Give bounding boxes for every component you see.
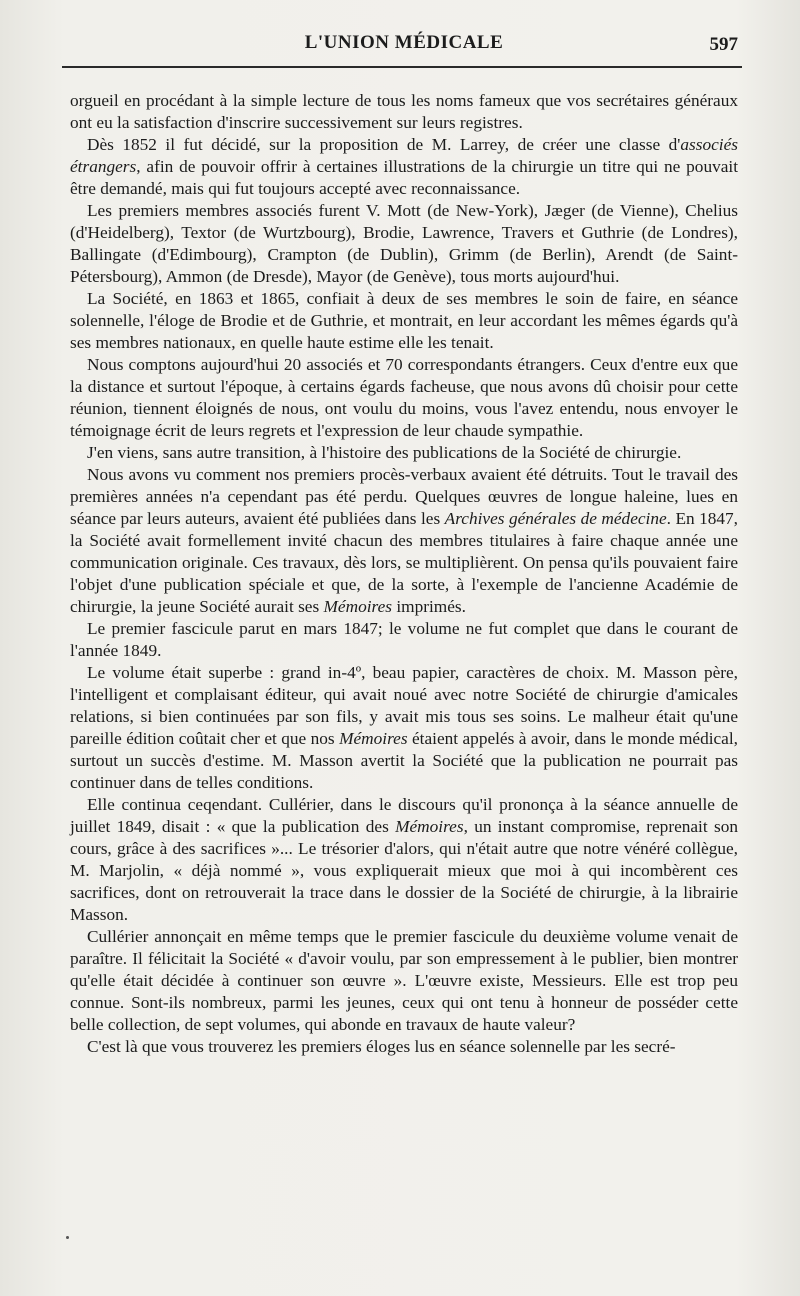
running-title: L'UNION MÉDICALE	[304, 32, 504, 53]
paragraph-text: Les premiers membres associés furent V. Mott (de New-York), Jæger (de Vienne), Chelius (d'Heidelberg), Textor (de Wurtzbourg), Brodie, Lawrence, Travers et Guthrie (de Londres), Ballingate (d'Edimbourg), Crampton (de Dublin), Grimm (de Berlin), Arendt (de Saint-Pétersbourg), Ammon (de Dresde), Mayor (de Genève), tous morts aujourd'hui.	[70, 201, 738, 286]
paragraph-text: , un instant compromise, reprenait son cours, grâce à des sacrifices »... Le trésorier d'alors, qui n'était autre que notre vénéré collègue, M. Marjolin, « déjà nommé », vous expliquerait mieux que moi à qui incombèrent ces sacrifices, dont on retrouverait la trace dans le dossier de la Société de chirurgie, à la librairie Masson.	[70, 817, 738, 924]
paragraph	[70, 354, 738, 442]
paragraph	[70, 662, 738, 794]
paragraph-text: , afin de pouvoir offrir à certaines illustrations de la chirurgie un titre qui ne pouvait être demandé, mais qui fut toujours accepté avec reconnaissance.	[70, 157, 738, 198]
paragraph-text: Le volume était superbe : grand in-4º, beau papier, caractères de choix. M. Masson père, l'intelligent et complaisant éditeur, qui avait noué avec notre Société de chirurgie d'amicales relations, si bien continuées par son fils, y avait mis tous ses soins. Le malheur était qu'une pareille édition coûtait cher et que nos	[70, 663, 738, 748]
paragraph	[70, 794, 738, 926]
paragraph-text: étaient appelés à avoir, dans le monde médical, surtout un succès d'estime. M. Masson avertit la Société que la publication ne pourrait pas continuer dans de telles conditions.	[70, 729, 738, 792]
paragraph-text: orgueil en procédant à la simple lecture de tous les noms fameux que vos secrétaires généraux ont eu la satisfaction d'inscrire successivement sur leurs registres.	[70, 91, 738, 132]
paragraph	[70, 442, 738, 464]
paragraph-text: Nous avons vu comment nos premiers procès-verbaux avaient été détruits. Tout le travail des premières années n'a cependant pas été perdu. Quelques œuvres de longue haleine, lues en séance par leurs auteurs, avaient été publiées dans les	[70, 465, 738, 528]
paragraph-text: Cullérier annonçait en même temps que le premier fascicule du deuxième volume venait de paraître. Il félicitait la Société « d'avoir voulu, par son empressement à le publier, bien montrer qu'elle était décidée à continuer son œuvre ». L'œuvre existe, Messieurs. Elle est trop peu connue. Sont-ils nombreux, parmi les jeunes, ceux qui ont tenu à honneur de posséder cette belle collection, de sept volumes, qui abonde en travaux de haute valeur?	[70, 927, 738, 1034]
paragraph	[70, 288, 738, 354]
paragraph-text: Elle continua ceqendant. Cullérier, dans le discours qu'il prononça à la séance annuelle de juillet 1849, disait : « que la publication des	[70, 795, 738, 836]
page-header	[70, 30, 738, 64]
italic-text: Mémoires	[323, 597, 392, 616]
italic-text: associés étrangers	[70, 135, 738, 176]
italic-text: Mémoires	[339, 729, 408, 748]
paragraph-text: Le premier fascicule parut en mars 1847; le volume ne fut complet que dans le courant de l'année 1849.	[70, 619, 738, 660]
paragraph	[70, 618, 738, 662]
paragraph-text: Dès 1852 il fut décidé, sur la proposition de M. Larrey, de créer une classe d'	[87, 135, 681, 154]
body-text	[70, 90, 738, 1058]
paragraph	[70, 200, 738, 288]
italic-text: Mémoires	[395, 817, 464, 836]
paragraph	[70, 90, 738, 134]
paragraph-text: Nous comptons aujourd'hui 20 associés et 70 correspondants étrangers. Ceux d'entre eux que la distance et surtout l'époque, à certains égards facheuse, que nous avons dû choisir pour cette réunion, tiennent éloignés de nous, ont voulu du moins, vous l'avez entendu, nous envoyer le témoignage écrit de leurs regrets et l'expression de leur chaude sympathie.	[70, 355, 738, 440]
paragraph-text: La Société, en 1863 et 1865, confiait à deux de ses membres le soin de faire, en séance solennelle, l'éloge de Brodie et de Guthrie, et montrait, en leur accordant les mêmes égards qu'à ses membres nationaux, en quelle haute estime elle les tenait.	[70, 289, 738, 352]
print-speck	[66, 1236, 69, 1239]
paragraph-text: imprimés.	[392, 597, 466, 616]
italic-text: Archives générales de médecine	[444, 509, 667, 528]
paragraph	[70, 134, 738, 200]
page-number: 597	[709, 34, 738, 55]
paragraph	[70, 1036, 738, 1058]
paragraph-text: C'est là que vous trouverez les premiers éloges lus en séance solennelle par les secré-	[87, 1037, 676, 1056]
paragraph	[70, 926, 738, 1036]
paragraph-text: . En 1847, la Société avait formellement invité chacun des membres titulaires à faire chaque année une communication originale. Ces travaux, dès lors, se multiplièrent. On pensa qu'ils pouvaient faire l'objet d'une publication spéciale et que, de la sorte, à l'exemple de l'ancienne Académie de chirurgie, la jeune Société aurait ses	[70, 509, 738, 616]
header-rule	[62, 66, 742, 68]
paragraph	[70, 464, 738, 618]
paragraph-text: J'en viens, sans autre transition, à l'histoire des publications de la Société de chirurgie.	[87, 443, 682, 462]
